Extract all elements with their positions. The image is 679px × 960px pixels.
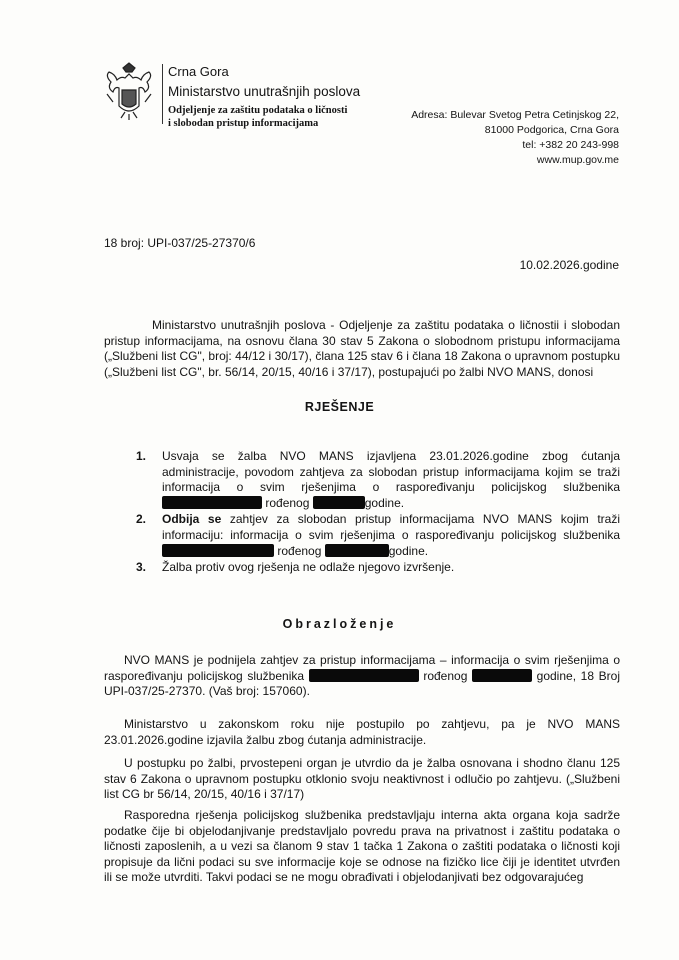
- coat-of-arms-icon: [103, 62, 155, 122]
- item-born: rođenog: [277, 543, 322, 558]
- org-department-line1: Odjeljenje za zaštitu podataka o ličnosti: [168, 105, 348, 116]
- reasoning-paragraph-1: [104, 653, 620, 700]
- org-country: Crna Gora: [168, 64, 229, 79]
- redaction-bar: [309, 669, 419, 682]
- reasoning-paragraph-4: Rasporedna rješenja policijskog službenika predstavljaju interna akta organa koja sadrže podatke čije bi objelodanjivanje predstavljalo povredu prava na privatnost i zaštitu podataka o ličnosti zaposlenih, a u vezi sa članom 9 stav 1 tačka 1 Zakona o zaštiti podataka o ličnosti koji propisuje da lični podaci su sve informacije koje se odnose na fizičko lice čiji je identitet utvrđen ili se može utvrditi. Takvi podaci se ne mogu obrađivati i objelodanjivati bez odgovarajućeg: [104, 808, 620, 885]
- reference-number: 18 broj: UPI-037/25-27370/6: [104, 236, 256, 250]
- reasoning-heading: Obrazloženje: [282, 617, 397, 631]
- decision-item-2: [136, 512, 620, 559]
- redaction-bar: [472, 669, 532, 682]
- item-number: 2.: [136, 512, 147, 527]
- decision-item-1: [136, 449, 620, 511]
- address-phone: tel: +382 20 243-998: [522, 139, 619, 151]
- decision-heading: RJEŠENJE: [304, 400, 375, 414]
- item-year: godine.: [388, 543, 429, 558]
- item-number: 1.: [136, 449, 147, 463]
- redaction-bar: [313, 496, 365, 509]
- item-text: Žalba protiv ovog rješenja ne odlaže njegovo izvršenje.: [162, 560, 455, 575]
- org-ministry: Ministarstvo unutrašnjih poslova: [168, 84, 361, 99]
- redaction-bar: [162, 544, 274, 557]
- paragraph-text: rođenog: [423, 668, 468, 683]
- address-city: 81000 Podgorica, Crna Gora: [484, 124, 619, 136]
- item-text: zahtjev za slobodan pristup informacijama NVO MANS kojim traži informaciju: informacija o svim rješenjima o raspoređivanju policijskog službenika: [162, 512, 620, 542]
- item-year: godine.: [364, 495, 405, 510]
- decision-item-3: [136, 560, 620, 576]
- address-block: [411, 108, 619, 168]
- item-born: rođenog: [265, 495, 310, 510]
- header-divider: [162, 64, 163, 124]
- item-bold-lead: Odbija se: [162, 512, 222, 527]
- address-website: www.mup.gov.me: [536, 154, 619, 166]
- paragraph-text: NVO MANS je podnijela zahtjev za pristup informacijama – informacija o svim rješenjima o raspoređivanju policijskog službenika: [104, 653, 620, 683]
- reasoning-paragraph-3: U postupku po žalbi, prvostepeni organ je utvrdio da je žalba osnovana i shodno članu 125 stav 6 Zakona o upravnom postupku otklonio svoju neaktivnost i odlučio po zahtjevu. („Službeni list CG br 56/14, 20/15, 40/16 i 37/17): [104, 756, 620, 802]
- org-department: [168, 104, 347, 130]
- reasoning-paragraph-2: Ministarstvo u zakonskom roku nije postupilo po zahtjevu, pa je NVO MANS 23.01.2026.godine izjavila žalbu zbog ćutanja administracije.: [104, 717, 620, 747]
- decision-list: [136, 449, 620, 577]
- address-street: Adresa: Bulevar Svetog Petra Cetinjskog 22,: [411, 109, 619, 121]
- redaction-bar: [162, 496, 262, 509]
- intro-paragraph: Ministarstvo unutrašnjih poslova - Odjeljenje za zaštitu podataka o ličnostii i slobodan pristup informacijama, na osnovu člana 30 stav 5 Zakona o slobodnom pristupu informacijama („Službeni list CG", broj: 44/12 i 30/17), člana 125 stav 6 i člana 18 Zakona o upravnom postupku („Službeni list CG", br. 56/14, 20/15, 40/16 i 37/17), postupajući po žalbi NVO MANS, donosi: [104, 318, 620, 379]
- redaction-bar: [325, 544, 389, 557]
- item-text: Usvaja se žalba NVO MANS izjavljena 23.01.2026.godine zbog ćutanja administracije, povodom zahtjeva za slobodan pristup informacijama kojim se traži informacija o svim rješenjima o raspoređivanju policijskog službenika: [162, 449, 620, 495]
- document-date: 10.02.2026.godine: [519, 258, 619, 272]
- item-number: 3.: [136, 560, 147, 575]
- org-department-line2: i slobodan pristup informacijama: [168, 118, 319, 129]
- paragraph-text: godine, 18 Broj UPI-037/25-27370. (Vaš broj: 157060).: [104, 668, 620, 699]
